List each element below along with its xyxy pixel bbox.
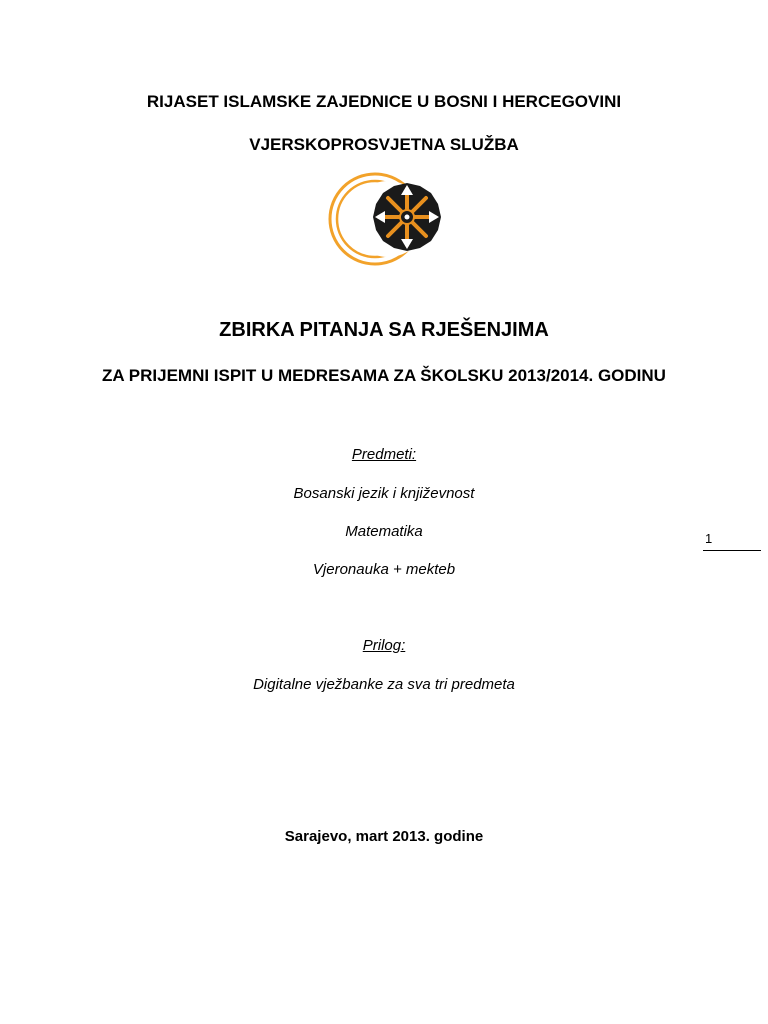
page-number: 1 — [703, 531, 761, 551]
subject-item: Bosanski jezik i književnost — [293, 485, 475, 502]
document-subtitle: ZA PRIJEMNI ISPIT U MEDRESAMA ZA ŠKOLSKU 2013/2014. GODINU — [102, 366, 666, 385]
subject-item: Vjeronauka + mekteb — [312, 561, 456, 578]
organization-title: RIJASET ISLAMSKE ZAJEDNICE U BOSNI I HERCEGOVINI — [146, 92, 622, 111]
crescent-star-emblem-icon — [325, 172, 445, 268]
document-title: ZBIRKA PITANJA SA RJEŠENJIMA — [219, 319, 549, 341]
service-title: VJERSKOPROSVJETNA SLUŽBA — [249, 135, 519, 154]
subject-item: Matematika — [345, 523, 423, 540]
place-date: Sarajevo, mart 2013. godine — [284, 828, 484, 845]
subjects-heading: Predmeti: — [351, 446, 417, 463]
attachment-heading: Prilog: — [362, 637, 406, 654]
attachment-item: Digitalne vježbanke za sva tri predmeta — [253, 676, 515, 693]
